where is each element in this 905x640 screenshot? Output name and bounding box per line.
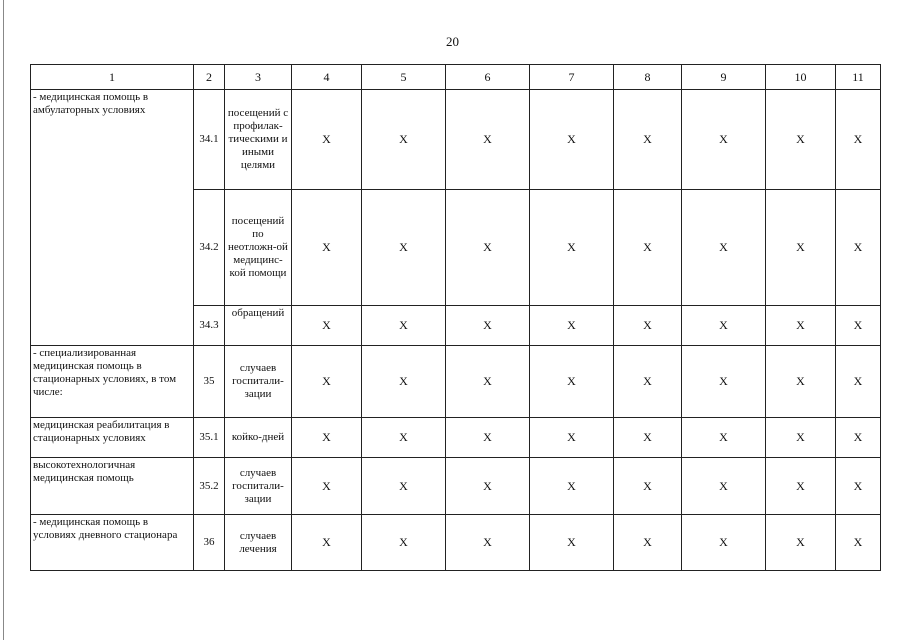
header-cell: 5 xyxy=(362,65,446,90)
mark-cell: X xyxy=(766,90,836,190)
mark-cell: X xyxy=(446,190,530,306)
row-code: 36 xyxy=(194,515,225,571)
row-unit: посещений с профилак-тическими и иными целями xyxy=(225,90,292,190)
mark-cell: X xyxy=(836,458,881,515)
row-unit: случаев лечения xyxy=(225,515,292,571)
mark-cell: X xyxy=(614,346,682,418)
mark-cell: X xyxy=(362,458,446,515)
table-row xyxy=(31,418,881,458)
mark-cell: X xyxy=(292,90,362,190)
mark-cell: X xyxy=(530,458,614,515)
mark-cell: X xyxy=(766,418,836,458)
mark-cell: X xyxy=(682,515,766,571)
header-row xyxy=(31,65,881,90)
header-cell: 11 xyxy=(836,65,881,90)
mark-cell: X xyxy=(836,90,881,190)
mark-cell: X xyxy=(292,306,362,346)
header-cell: 9 xyxy=(682,65,766,90)
header-cell: 6 xyxy=(446,65,530,90)
page-left-edge xyxy=(3,0,4,640)
row-code: 34.2 xyxy=(194,190,225,306)
mark-cell: X xyxy=(362,190,446,306)
mark-cell: X xyxy=(362,418,446,458)
mark-cell: X xyxy=(530,90,614,190)
header-cell: 8 xyxy=(614,65,682,90)
row-unit: обращений xyxy=(225,306,292,346)
row-label: - медицинская помощь в условиях дневного стационара xyxy=(31,515,194,571)
mark-cell: X xyxy=(766,515,836,571)
mark-cell: X xyxy=(362,515,446,571)
row-label: медицинская реабилитация в стационарных условиях xyxy=(31,418,194,458)
mark-cell: X xyxy=(362,306,446,346)
mark-cell: X xyxy=(292,190,362,306)
mark-cell: X xyxy=(446,90,530,190)
mark-cell: X xyxy=(530,418,614,458)
mark-cell: X xyxy=(530,306,614,346)
header-cell: 3 xyxy=(225,65,292,90)
data-table xyxy=(30,64,881,571)
mark-cell: X xyxy=(446,306,530,346)
mark-cell: X xyxy=(682,418,766,458)
mark-cell: X xyxy=(292,346,362,418)
mark-cell: X xyxy=(836,190,881,306)
mark-cell: X xyxy=(446,418,530,458)
mark-cell: X xyxy=(836,418,881,458)
row-code: 35.1 xyxy=(194,418,225,458)
header-cell: 1 xyxy=(31,65,194,90)
row-unit: койко-дней xyxy=(225,418,292,458)
mark-cell: X xyxy=(766,190,836,306)
header-cell: 2 xyxy=(194,65,225,90)
row-unit: посещений по неотложн-ой медицинс-кой помощи xyxy=(225,190,292,306)
mark-cell: X xyxy=(292,458,362,515)
row-code: 35 xyxy=(194,346,225,418)
table-row xyxy=(31,458,881,515)
row-code: 35.2 xyxy=(194,458,225,515)
mark-cell: X xyxy=(614,90,682,190)
mark-cell: X xyxy=(292,515,362,571)
mark-cell: X xyxy=(682,306,766,346)
mark-cell: X xyxy=(836,346,881,418)
mark-cell: X xyxy=(614,190,682,306)
row-label: высокотехнологичная медицинская помощь xyxy=(31,458,194,515)
row-label: - медицинская помощь в амбулаторных условиях xyxy=(31,90,194,346)
row-code: 34.3 xyxy=(194,306,225,346)
row-unit: случаев госпитали-зации xyxy=(225,458,292,515)
mark-cell: X xyxy=(614,515,682,571)
table-row xyxy=(31,515,881,571)
mark-cell: X xyxy=(614,418,682,458)
page-number: 20 xyxy=(446,34,459,49)
row-unit: случаев госпитали-зации xyxy=(225,346,292,418)
mark-cell: X xyxy=(446,515,530,571)
mark-cell: X xyxy=(766,346,836,418)
mark-cell: X xyxy=(682,190,766,306)
mark-cell: X xyxy=(682,90,766,190)
mark-cell: X xyxy=(446,346,530,418)
mark-cell: X xyxy=(682,346,766,418)
mark-cell: X xyxy=(292,418,362,458)
mark-cell: X xyxy=(836,515,881,571)
mark-cell: X xyxy=(836,306,881,346)
mark-cell: X xyxy=(446,458,530,515)
mark-cell: X xyxy=(766,306,836,346)
header-cell: 7 xyxy=(530,65,614,90)
mark-cell: X xyxy=(614,306,682,346)
mark-cell: X xyxy=(682,458,766,515)
header-cell: 10 xyxy=(766,65,836,90)
row-code: 34.1 xyxy=(194,90,225,190)
mark-cell: X xyxy=(614,458,682,515)
mark-cell: X xyxy=(530,190,614,306)
mark-cell: X xyxy=(362,346,446,418)
table-row xyxy=(31,90,881,190)
mark-cell: X xyxy=(766,458,836,515)
header-cell: 4 xyxy=(292,65,362,90)
mark-cell: X xyxy=(530,515,614,571)
table-row xyxy=(31,346,881,418)
mark-cell: X xyxy=(530,346,614,418)
mark-cell: X xyxy=(362,90,446,190)
row-label: - специализированная медицинская помощь в стационарных условиях, в том числе: xyxy=(31,346,194,418)
